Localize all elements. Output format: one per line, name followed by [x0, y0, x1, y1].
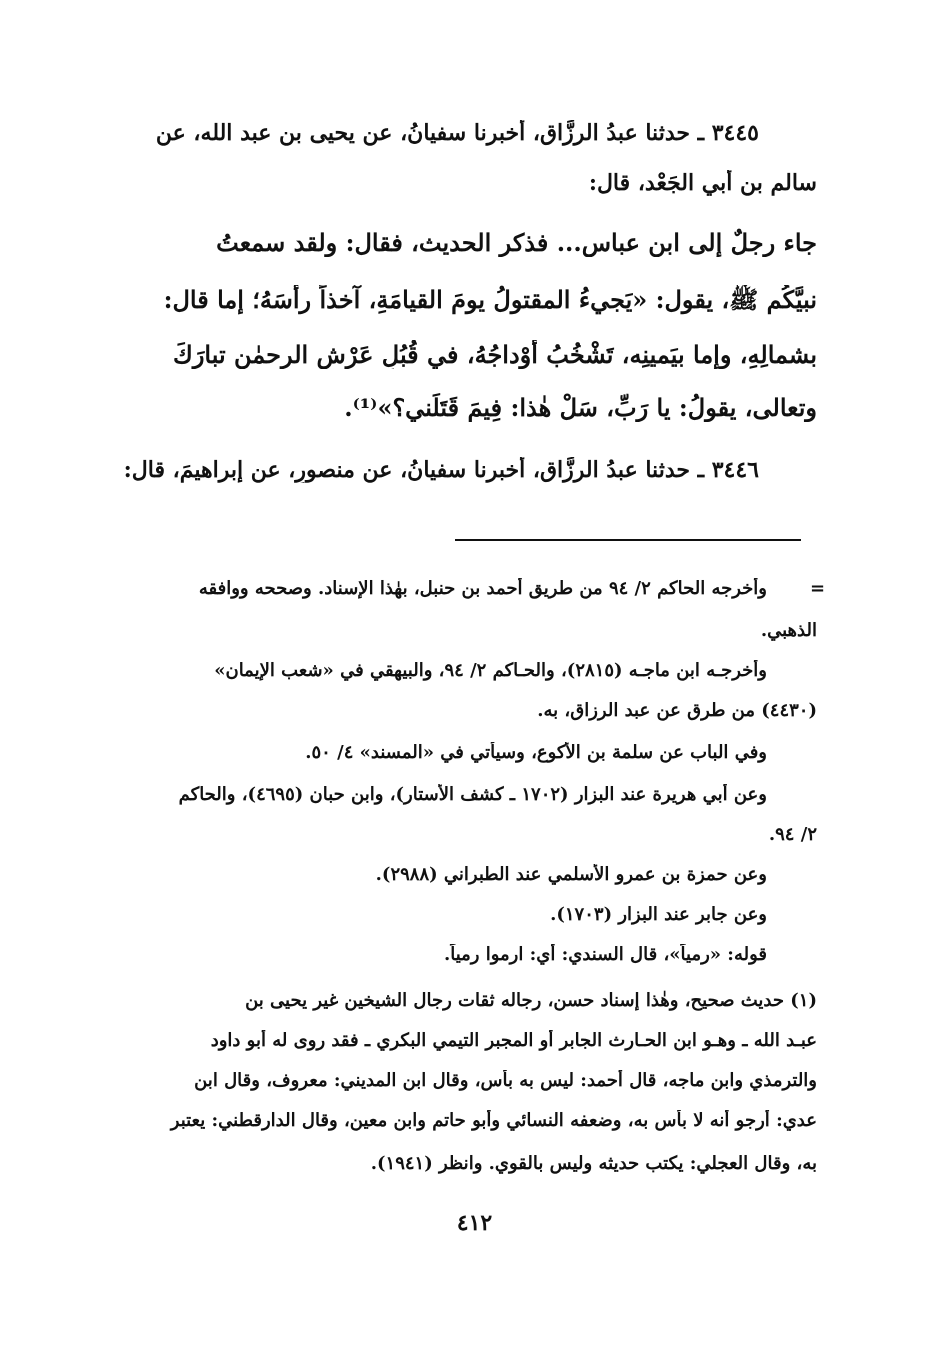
footnote-line: والترمذي وابن ماجه، قال أحمد: ليس به بأس، وقال ابن المديني: معروف، وقال ابن — [194, 1070, 817, 1091]
footnote-line: وعن جابر عند البزار (١٧٠٣). — [550, 904, 767, 925]
footnote-line: وأخرجـه ابن ماجـه (٢٨١٥)، والحـاكم ٢/ ٩٤، والبيهقي في «شعب الإيمان» — [214, 660, 767, 681]
footnote-line: (١) حديث صحيح، وهٰذا إسناد حسن، رجاله ثقات رجال الشيخين غير يحيى بن — [245, 990, 817, 1011]
matn-line: بشمالِهِ، وإما بيَمينِه، تَشْخُبُ أوْداجُهُ، في قُبُلِ عَرْشِ الرحمٰن تبارَكَ — [173, 340, 817, 369]
hadith-3445-line: ٣٤٤٥ ـ حدثنا عبدُ الرزَّاق، أخبرنا سفيانُ، عن يحيى بن عبد الله، عن — [155, 120, 759, 146]
footnote-line: ٢/ ٩٤. — [768, 824, 817, 845]
footnote-line: وأخرجه الحاكم ٢/ ٩٤ من طريق أحمد بن حنبل، بهٰذا الإسناد. وصححه ووافقه — [198, 578, 767, 599]
page-number: ٤١٢ — [456, 1210, 493, 1236]
footnote-line: الذهبي. — [760, 620, 817, 641]
matn-line: وتعالى، يقولُ: يا رَبِّ، سَلْ هٰذا: فِيمَ قَتَلَني؟»⁽¹⁾. — [344, 393, 817, 422]
footnote-separator — [455, 539, 801, 541]
matn-line: جاء رجلٌ إلى ابن عباس... فذكر الحديث، فقال: ولقد سمعتُ — [216, 228, 817, 257]
footnote-line: وعن أبي هريرة عند البزار (١٧٠٢ ـ كشف الأستار)، وابن حبان (٤٦٩٥)، والحاكم — [178, 784, 767, 805]
footnote-continuation-mark: = — [810, 578, 826, 599]
footnote-line: وعن حمزة بن عمرو الأسلمي عند الطبراني (٢٩٨٨). — [375, 864, 767, 885]
matn-line: نبيَّكُم ﷺ، يقول: «يَجيءُ المقتولُ يومَ القيامَةِ، آخذاً رأسَهُ؛ إما قال: — [163, 285, 817, 314]
footnote-line: عدي: أرجو أنه لا بأس به، وضعفه النسائي وأبو حاتم وابن معين، وقال الدارقطني: يعتبر — [170, 1110, 817, 1131]
footnote-line: عبـد الله ـ وهـو ابن الحـارث الجابر أو المجبر التيمي البكري ـ فقد روى له أبو داود — [210, 1030, 817, 1051]
footnote-line: وفي الباب عن سلمة بن الأكوع، وسيأتي في «المسند» ٤/ ٥٠. — [305, 742, 767, 763]
hadith-3445-line: سالم بن أبي الجَعْد، قال: — [588, 170, 817, 196]
footnote-line: قوله: «رمياً»، قال السندي: أي: ارموا رمياً. — [443, 944, 767, 965]
footnote-line: به، وقال العجلي: يكتب حديثه وليس بالقوي. وانظر (١٩٤١). — [370, 1153, 817, 1174]
hadith-3446-line: ٣٤٤٦ ـ حدثنا عبدُ الرزَّاق، أخبرنا سفيانُ، عن منصورٍ، عن إبراهيمَ، قال: — [123, 457, 759, 483]
footnote-line: (٤٤٣٠) من طرق عن عبد الرزاق، به. — [537, 700, 817, 721]
